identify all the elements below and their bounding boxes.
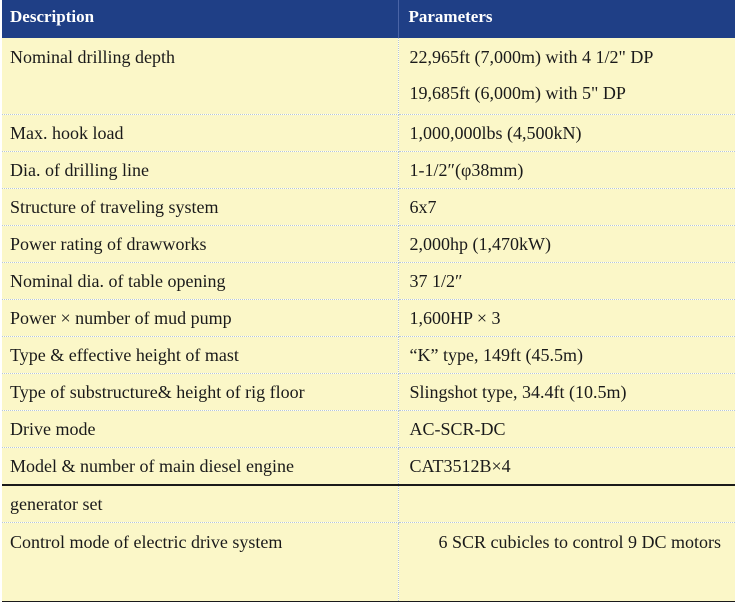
table-row — [2, 263, 735, 300]
cell-text: 19,685ft (6,000m) with 5" DP — [409, 83, 626, 103]
row-description: Nominal dia. of table opening — [2, 263, 398, 300]
row-parameters: Slingshot type, 34.4ft (10.5m) — [398, 374, 735, 411]
row-parameters: AC-SCR-DC — [398, 411, 735, 448]
row-description: Structure of traveling system — [2, 189, 398, 226]
row-parameters: CAT3512B×4 — [398, 448, 735, 486]
column-header-parameters: Parameters — [398, 0, 735, 38]
row-parameters: 6x7 — [398, 189, 735, 226]
table-row — [2, 337, 735, 374]
cell-text: Nominal drilling depth — [10, 47, 175, 67]
table-row — [2, 448, 735, 486]
row-description: generator set — [2, 485, 398, 523]
table-row — [2, 115, 735, 152]
row-description: Drive mode — [2, 411, 398, 448]
row-parameters: 6 SCR cubicles to control 9 DC motors — [398, 523, 735, 602]
row-description: Dia. of drilling line — [2, 152, 398, 189]
row-description: Type of substructure& height of rig floor — [2, 374, 398, 411]
row-description — [2, 523, 398, 602]
row-description: Max. hook load — [2, 115, 398, 152]
table-row — [2, 374, 735, 411]
cell-text: 22,965ft (7,000m) with 4 1/2" DP — [409, 47, 654, 67]
row-description: Type & effective height of mast — [2, 337, 398, 374]
table-header-row — [2, 0, 735, 38]
row-parameters: 1,000,000lbs (4,500kN) — [398, 115, 735, 152]
row-parameters: 1,600HP × 3 — [398, 300, 735, 337]
row-description: Power × number of mud pump — [2, 300, 398, 337]
table-row — [2, 189, 735, 226]
table-row — [2, 411, 735, 448]
table-row — [2, 523, 735, 602]
table-row — [2, 300, 735, 337]
table-row — [2, 485, 735, 523]
table-row — [2, 38, 735, 115]
row-parameters — [398, 38, 735, 115]
table-row — [2, 152, 735, 189]
row-parameters — [398, 485, 735, 523]
row-description: Model & number of main diesel engine — [2, 448, 398, 486]
specification-table — [2, 0, 735, 602]
table-row — [2, 226, 735, 263]
column-header-description: Description — [2, 0, 398, 38]
row-parameters: 2,000hp (1,470kW) — [398, 226, 735, 263]
row-description: Power rating of drawworks — [2, 226, 398, 263]
row-parameters: 37 1/2″ — [398, 263, 735, 300]
row-parameters: 1-1/2″(φ38mm) — [398, 152, 735, 189]
row-description — [2, 38, 398, 115]
cell-text: Control mode of electric drive system — [10, 532, 283, 552]
row-parameters: “K” type, 149ft (45.5m) — [398, 337, 735, 374]
